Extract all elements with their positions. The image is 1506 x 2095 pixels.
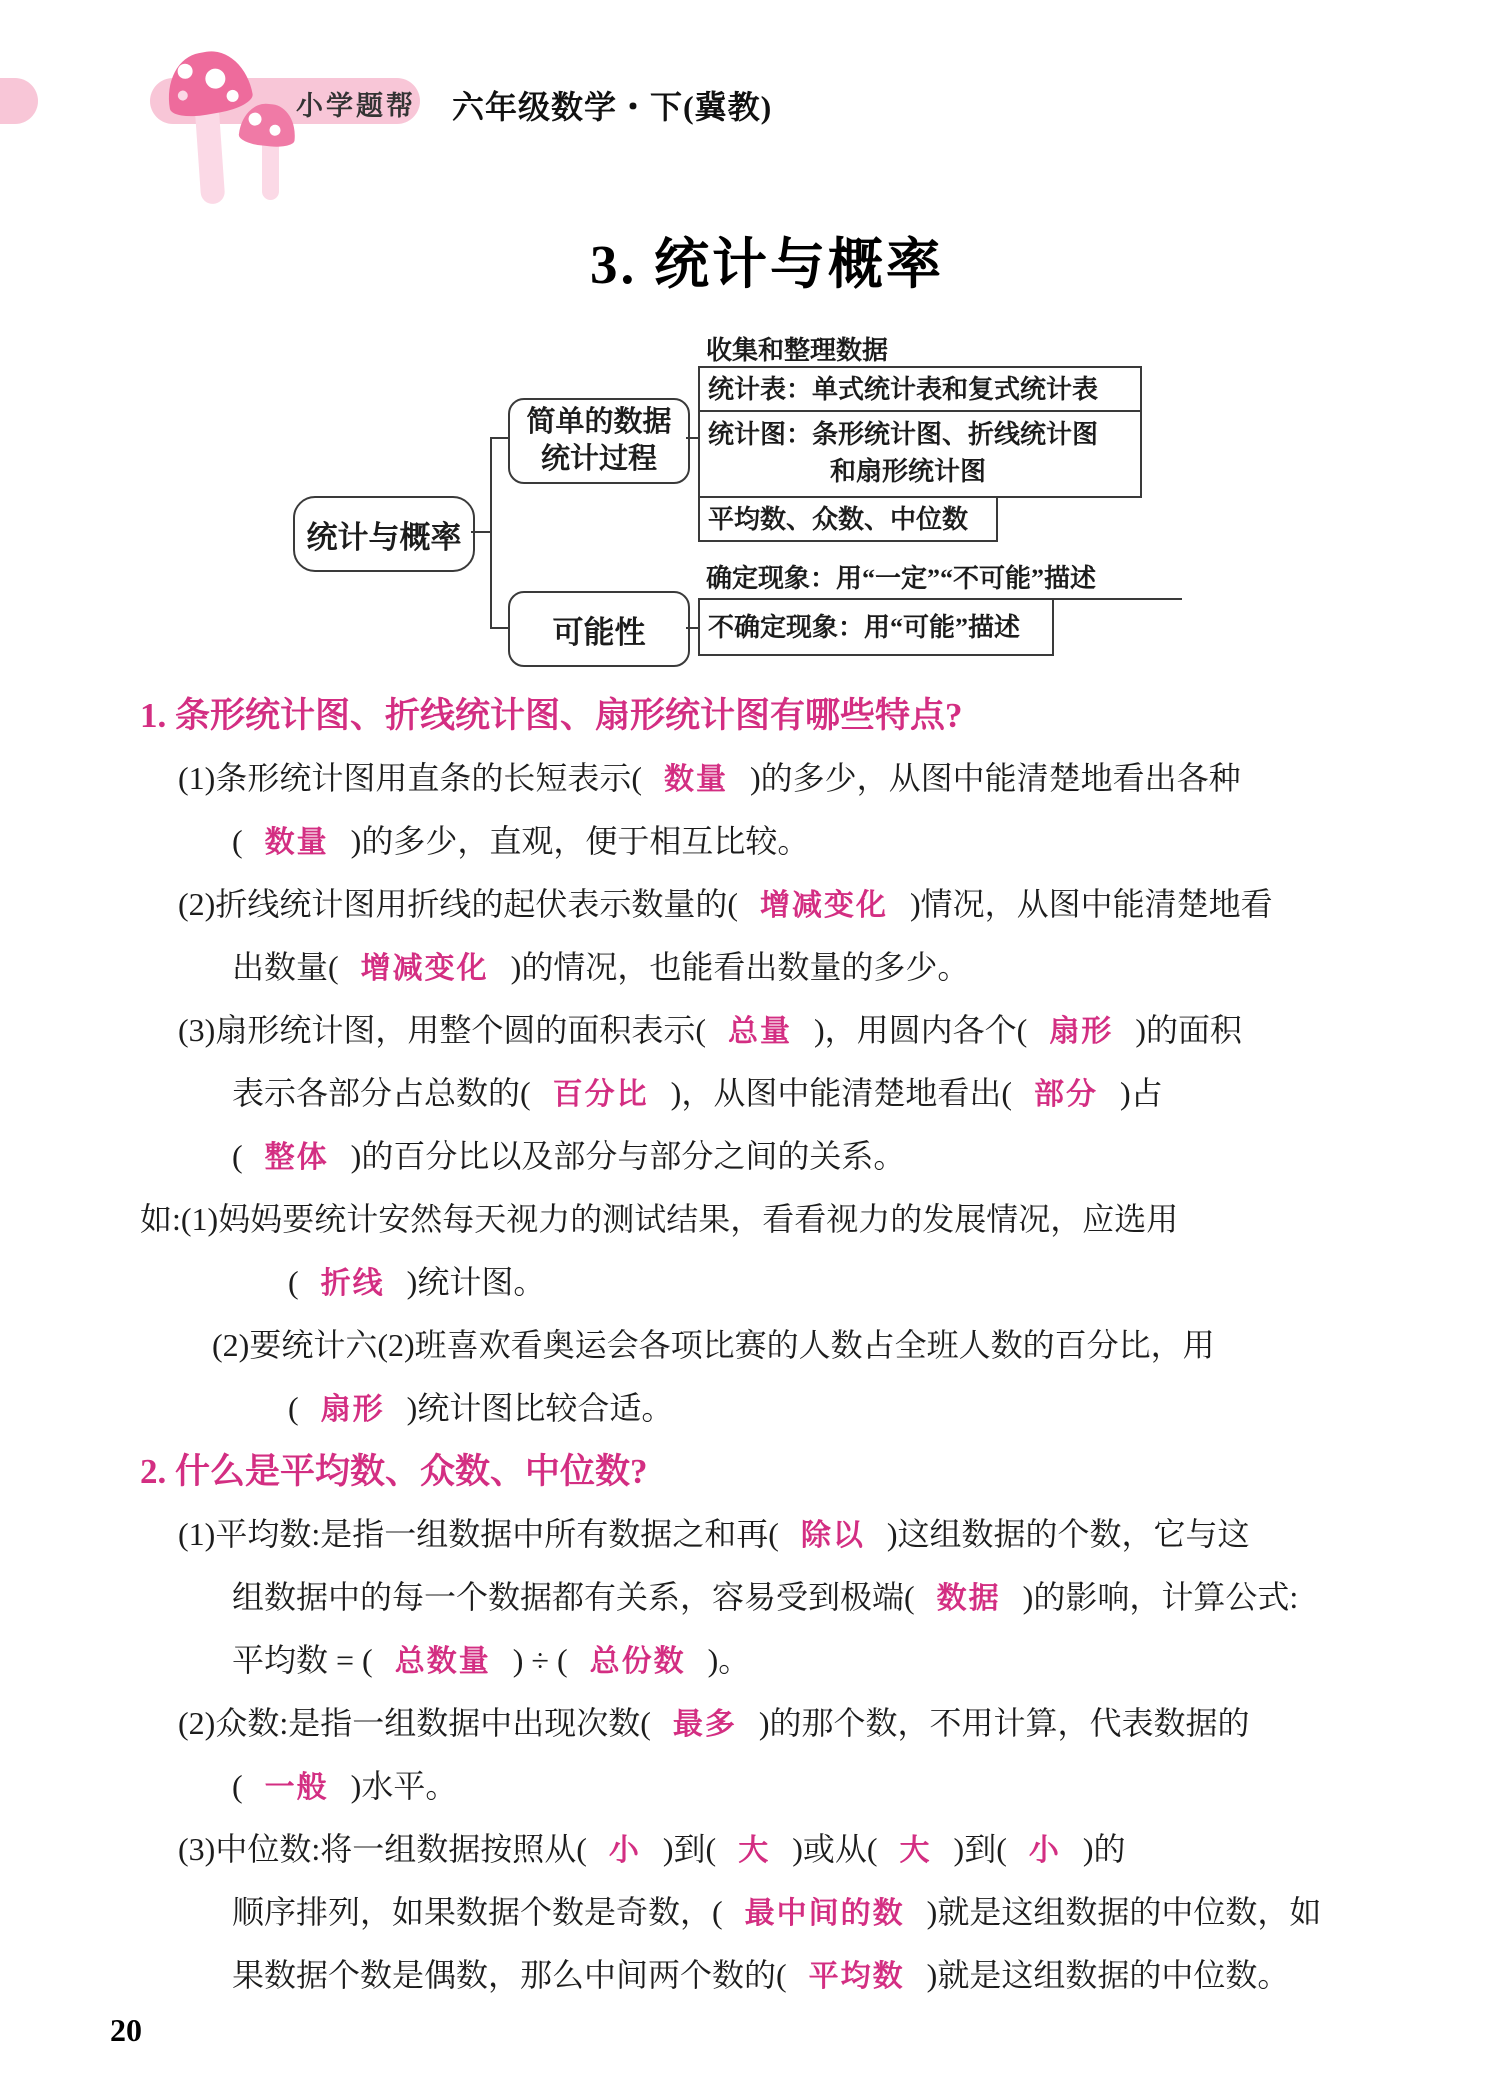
answer-blank: 大 (738, 1834, 771, 1867)
answer-blank: 增减变化 (360, 952, 489, 985)
text-segment: )的多少，从图中能清楚地看出各种 (749, 760, 1241, 796)
map-row-charts-line2: 和扇形统计图 (830, 457, 987, 486)
text-segment: 顺序排列，如果数据个数是奇数，( (232, 1894, 723, 1930)
question-heading (0, 1440, 1506, 1503)
map-row-charts (698, 410, 1142, 498)
node-label-line2: 统计过程 (540, 443, 657, 475)
answer-blank: 折线 (320, 1267, 385, 1300)
body-line (0, 1566, 1506, 1629)
mindmap-node-simple-statistics (508, 398, 690, 484)
body-line (0, 1377, 1506, 1440)
answer-blank: 总量 (727, 1015, 792, 1048)
answer-blank: 数据 (936, 1582, 1001, 1615)
body-line (0, 1755, 1506, 1818)
answer-blank: 除以 (800, 1519, 865, 1552)
body-line (0, 1062, 1506, 1125)
text-segment: 组数据中的每一个数据都有关系，容易受到极端( (232, 1579, 915, 1615)
answer-blank: 整体 (264, 1141, 329, 1174)
answer-blank: 扇形 (1049, 1015, 1114, 1048)
map-item-certain-phenomena: 确定现象：用“一定”“不可能”描述 (698, 558, 1182, 600)
body-line (0, 1188, 1506, 1251)
connector-line (490, 437, 508, 439)
body-line (0, 1125, 1506, 1188)
text-segment: (2)要统计六(2)班喜欢看奥运会各项比赛的人数占全班人数的百分比，用 (212, 1327, 1215, 1363)
text-segment: 1. 条形统计图、折线统计图、扇形统计图有哪些特点? (140, 696, 963, 735)
body-line (0, 810, 1506, 873)
text-segment: 平均数 = ( (232, 1642, 373, 1678)
map-row-uncertain-phenomena: 不确定现象：用“可能”描述 (698, 598, 1054, 656)
answer-blank: 一般 (264, 1771, 329, 1804)
text-segment: )就是这组数据的中位数。 (926, 1957, 1290, 1993)
text-segment: )统计图比较合适。 (406, 1390, 674, 1426)
answer-blank: 百分比 (552, 1078, 649, 1111)
mindmap-node-possibility: 可能性 (508, 591, 690, 667)
text-segment: (2)折线统计图用折线的起伏表示数量的( (178, 886, 738, 922)
text-segment: )，从图中能清楚地看出( (670, 1075, 1012, 1111)
answer-blank: 增减变化 (759, 889, 888, 922)
body-line (0, 1314, 1506, 1377)
answer-blank: 平均数 (808, 1960, 905, 1993)
body-line (0, 1818, 1506, 1881)
text-segment: 果数据个数是偶数，那么中间两个数的( (232, 1957, 787, 1993)
answer-blank: 大 (899, 1834, 932, 1867)
text-segment: (3)中位数:将一组数据按照从( (178, 1831, 587, 1867)
text-segment: )的多少，直观，便于相互比较。 (350, 823, 810, 859)
body-line (0, 747, 1506, 810)
text-segment: )水平。 (350, 1768, 458, 1804)
body-line (0, 1503, 1506, 1566)
text-segment: )到( (953, 1831, 1007, 1867)
text-segment: )的影响，计算公式: (1022, 1579, 1299, 1615)
answer-blank: 总份数 (589, 1645, 686, 1678)
text-segment: )这组数据的个数，它与这 (886, 1516, 1250, 1552)
connector-line (471, 531, 491, 533)
text-segment: (3)扇形统计图，用整个圆的面积表示( (178, 1012, 706, 1048)
body-line (0, 1881, 1506, 1944)
body-line (0, 1629, 1506, 1692)
text-segment: )占 (1120, 1075, 1163, 1111)
map-branch1-rows (698, 366, 1142, 542)
mindmap-node-root: 统计与概率 (293, 496, 475, 572)
text-segment: )的那个数，不用计算，代表数据的 (758, 1705, 1250, 1741)
page-number: 20 (110, 2012, 142, 2048)
answer-blank: 部分 (1034, 1078, 1098, 1111)
text-segment: )情况，从图中能清楚地看 (909, 886, 1273, 922)
body-line (0, 873, 1506, 936)
text-segment: )到( (662, 1831, 717, 1867)
answer-blank: 数量 (264, 826, 329, 859)
body-line (0, 1944, 1506, 2007)
node-label-line1: 简单的数据 (526, 406, 672, 438)
map-row-charts-line1: 统计图：条形统计图、折线统计图 (708, 420, 1099, 449)
text-segment: )统计图。 (406, 1264, 546, 1300)
page-title: 3. 统计与概率 (590, 234, 945, 295)
text-segment: 出数量( (232, 949, 339, 985)
header-left-accent (0, 78, 38, 124)
answer-blank: 数量 (663, 763, 728, 796)
text-segment: )。 (707, 1642, 751, 1678)
mushroom-small-icon (240, 104, 300, 174)
text-segment: )，用圆内各个( (813, 1012, 1028, 1048)
connector-line (490, 437, 492, 629)
text-segment: ( (232, 1138, 243, 1174)
answer-blank: 小 (608, 1834, 641, 1867)
text-segment: ( (288, 1390, 299, 1426)
body-line (0, 1251, 1506, 1314)
answer-blank: 总数量 (394, 1645, 491, 1678)
connector-line (686, 437, 698, 439)
text-segment: ) ÷ ( (512, 1642, 568, 1678)
text-segment: )的百分比以及部分与部分之间的关系。 (350, 1138, 906, 1174)
answer-blank: 扇形 (320, 1393, 385, 1426)
answer-blank: 小 (1028, 1834, 1061, 1867)
connector-line (490, 627, 508, 629)
answer-blank: 最中间的数 (744, 1897, 905, 1930)
body-line (0, 936, 1506, 999)
text-segment: )的面积 (1135, 1012, 1242, 1048)
body-text (0, 684, 1506, 2007)
text-segment: (1)条形统计图用直条的长短表示( (178, 760, 642, 796)
text-segment: )或从( (792, 1831, 878, 1867)
connector-line (686, 627, 698, 629)
edition-label: 六年级数学・下(冀教) (452, 89, 773, 125)
map-row-averages: 平均数、众数、中位数 (698, 496, 998, 542)
text-segment: 如:(1)妈妈要统计安然每天视力的测试结果，看看视力的发展情况，应选用 (140, 1201, 1179, 1237)
text-segment: )就是这组数据的中位数，如 (926, 1894, 1322, 1930)
brand-label: 小学题帮 (296, 91, 416, 121)
text-segment: ( (232, 823, 243, 859)
text-segment: (1)平均数:是指一组数据中所有数据之和再( (178, 1516, 779, 1552)
body-line (0, 999, 1506, 1062)
map-row-tables: 统计表：单式统计表和复式统计表 (698, 366, 1142, 412)
text-segment: ( (288, 1264, 299, 1300)
text-segment: 表示各部分占总数的( (232, 1075, 531, 1111)
text-segment: ( (232, 1768, 243, 1804)
body-line (0, 1692, 1506, 1755)
question-heading (0, 684, 1506, 747)
map-item-collect-data: 收集和整理数据 (698, 330, 926, 368)
text-segment: 2. 什么是平均数、众数、中位数? (140, 1452, 648, 1491)
text-segment: )的情况，也能看出数量的多少。 (510, 949, 970, 985)
answer-blank: 最多 (672, 1708, 737, 1741)
text-segment: (2)众数:是指一组数据中出现次数( (178, 1705, 651, 1741)
text-segment: )的 (1082, 1831, 1126, 1867)
